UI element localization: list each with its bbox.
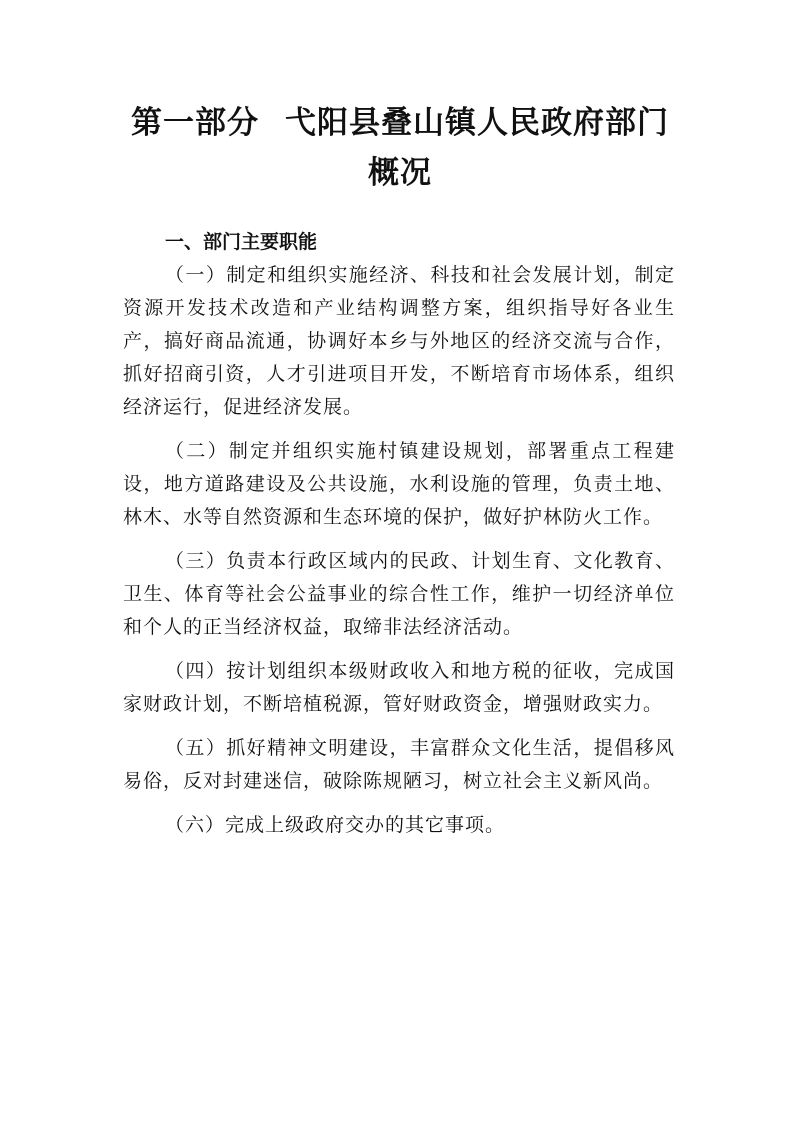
title-main-text: 弋阳县叠山镇人民政府部门概况 [285,105,669,191]
paragraph-2: （二）制定并组织实施村镇建设规划，部署重点工程建设，地方道路建设及公共设施，水利设施的管理，负责土地、林木、水等自然资源和生态环境的保护，做好护林防火工作。 [123,440,675,528]
section-heading: 一、部门主要职能 [165,231,318,253]
page-title [120,98,680,198]
paragraph-6: （六）完成上级政府交办的其它事项。 [165,814,506,836]
paragraph-5: （五）抓好精神文明建设，丰富群众文化生活，提倡移风易俗，反对封建迷信，破除陈规陋习，树立社会主义新风尚。 [123,737,675,792]
paragraph-4: （四）按计划组织本级财政收入和地方税的征收，完成国家财政计划，不断培植税源，管好财政资金，增强财政实力。 [123,660,675,715]
paragraph-3: （三）负责本行政区域内的民政、计划生育、文化教育、卫生、体育等社会公益事业的综合性工作，维护一切经济单位和个人的正当经济权益，取缔非法经济活动。 [123,550,675,638]
title-part-label: 第一部分 [131,105,259,141]
paragraph-1: （一）制定和组织实施经济、科技和社会发展计划，制定资源开发技术改造和产业结构调整方案，组织指导好各业生产，搞好商品流通，协调好本乡与外地区的经济交流与合作，抓好招商引资，人才引进项目开发，不断培育市场体系，组织经济运行，促进经济发展。 [123,264,675,418]
document-body [123,226,675,853]
